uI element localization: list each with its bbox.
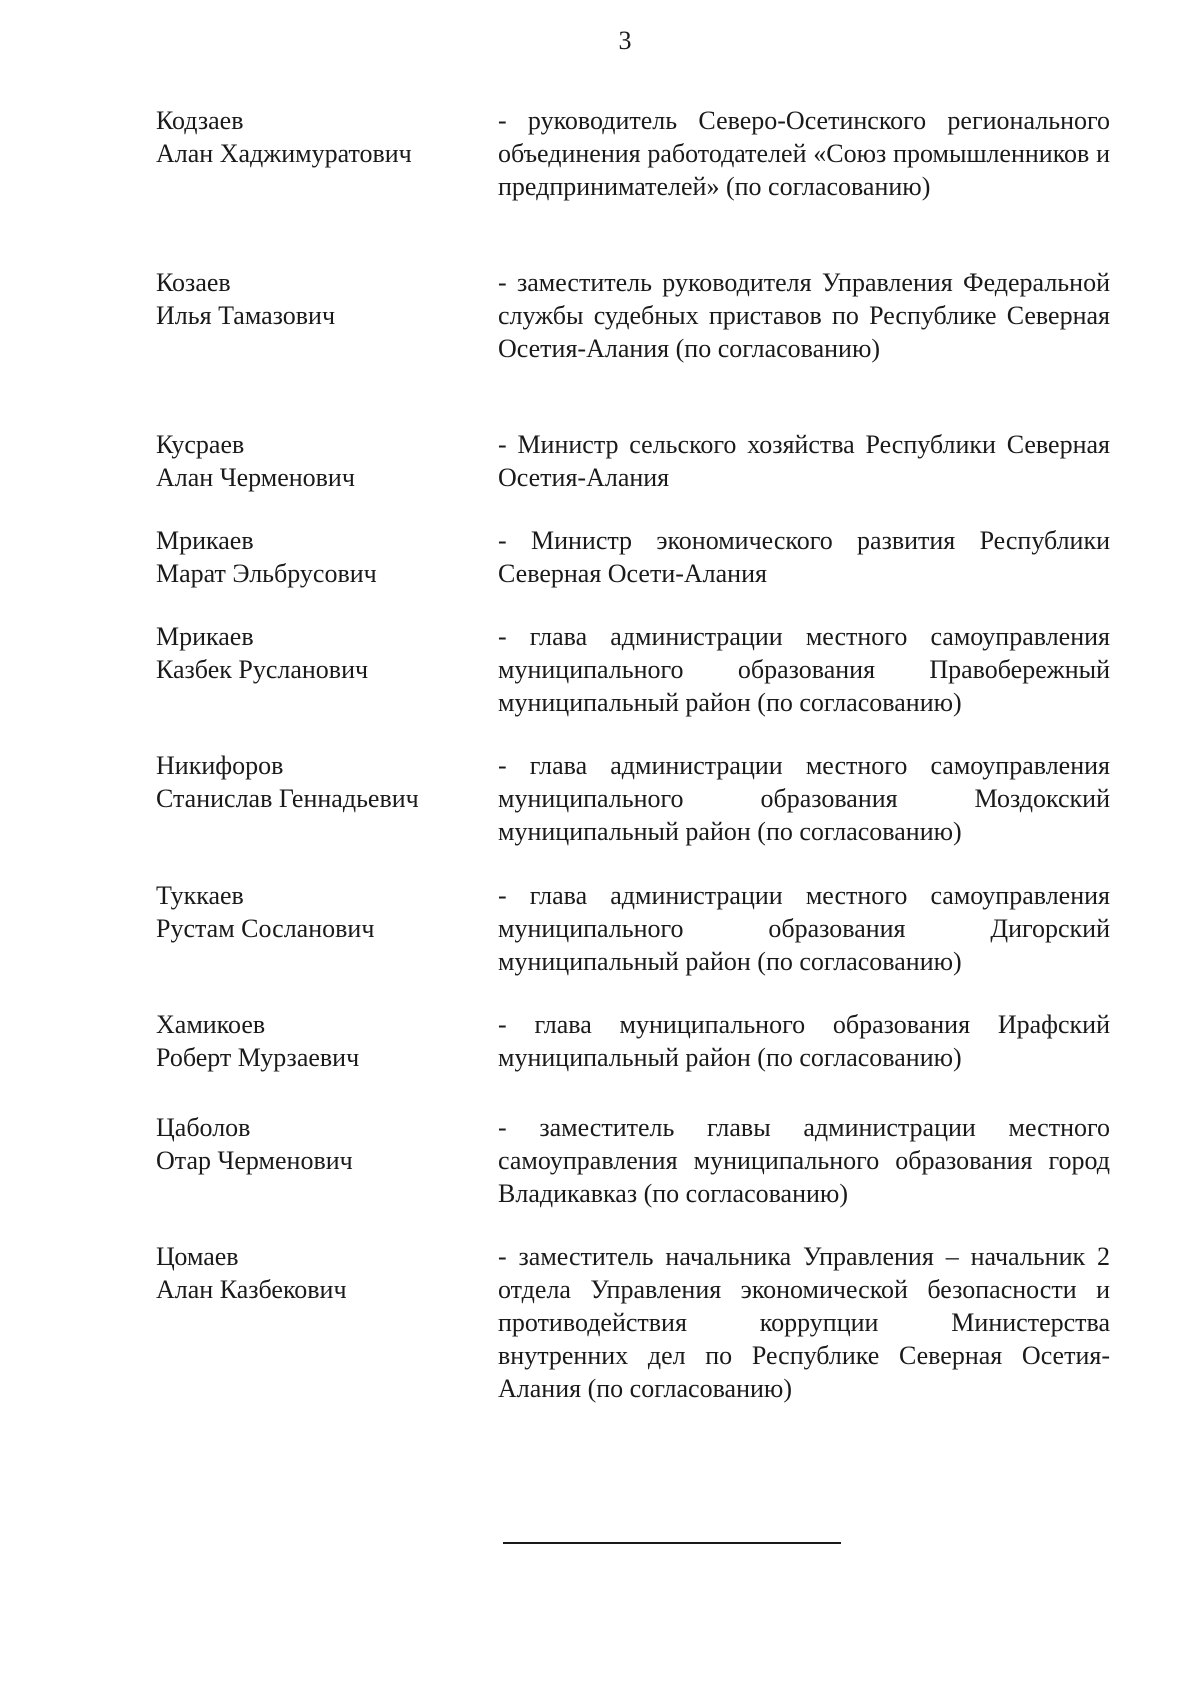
member-name [156, 104, 466, 170]
member-given-name: Илья Тамазович [156, 301, 336, 330]
member-given-name: Марат Эльбрусович [156, 559, 377, 588]
member-surname: Цаболов [156, 1113, 251, 1142]
member-given-name: Рустам Сосланович [156, 914, 375, 943]
member-name [156, 749, 466, 815]
member-position: - заместитель начальника Управления – начальник 2 отдела Управления экономической безопасности и противодействия коррупции Министерства внутренних дел по Республике Северная Осетия-Алания (по согласованию) [498, 1242, 1110, 1403]
member-surname: Мрикаев [156, 526, 254, 555]
member-name [156, 879, 466, 945]
member-surname: Козаев [156, 268, 231, 297]
page-number: 3 [618, 26, 632, 55]
member-position: - Министр экономического развития Республики Северная Осети-Алания [498, 526, 1110, 588]
member-given-name: Алан Черменович [156, 463, 355, 492]
closing-line-divider [503, 1542, 841, 1544]
member-name [156, 524, 466, 590]
member-position: - глава администрации местного самоуправления муниципального образования Дигорский муниципальный район (по согласованию) [498, 881, 1110, 976]
member-position: - глава администрации местного самоуправления муниципального образования Моздокский муниципальный район (по согласованию) [498, 751, 1110, 846]
member-position: - заместитель главы администрации местного самоуправления муниципального образования город Владикавказ (по согласованию) [498, 1113, 1110, 1208]
member-name [156, 1008, 466, 1074]
member-surname: Хамикоев [156, 1010, 266, 1039]
member-given-name: Алан Казбекович [156, 1275, 347, 1304]
member-given-name: Роберт Мурзаевич [156, 1043, 360, 1072]
member-given-name: Отар Черменович [156, 1146, 353, 1175]
member-surname: Никифоров [156, 751, 284, 780]
member-surname: Цомаев [156, 1242, 239, 1271]
member-position: - глава администрации местного самоуправления муниципального образования Правобережный муниципальный район (по согласованию) [498, 622, 1110, 717]
member-surname: Туккаев [156, 881, 244, 910]
member-name [156, 620, 466, 686]
member-name [156, 1111, 466, 1177]
member-position: - Министр сельского хозяйства Республики Северная Осетия-Алания [498, 430, 1110, 492]
member-name [156, 428, 466, 494]
member-surname: Кусраев [156, 430, 245, 459]
member-name [156, 266, 466, 332]
member-given-name: Казбек Русланович [156, 655, 369, 684]
member-surname: Мрикаев [156, 622, 254, 651]
member-position: - руководитель Северо-Осетинского регионального объединения работодателей «Союз промышленников и предпринимателей» (по согласованию) [498, 106, 1110, 201]
member-given-name: Станислав Геннадьевич [156, 784, 419, 813]
member-position: - заместитель руководителя Управления Федеральной службы судебных приставов по Республике Северная Осетия-Алания (по согласованию) [498, 268, 1110, 363]
member-name [156, 1240, 466, 1306]
member-position: - глава муниципального образования Ирафский муниципальный район (по согласованию) [498, 1010, 1110, 1072]
member-surname: Кодзаев [156, 106, 244, 135]
member-given-name: Алан Хаджимуратович [156, 139, 412, 168]
